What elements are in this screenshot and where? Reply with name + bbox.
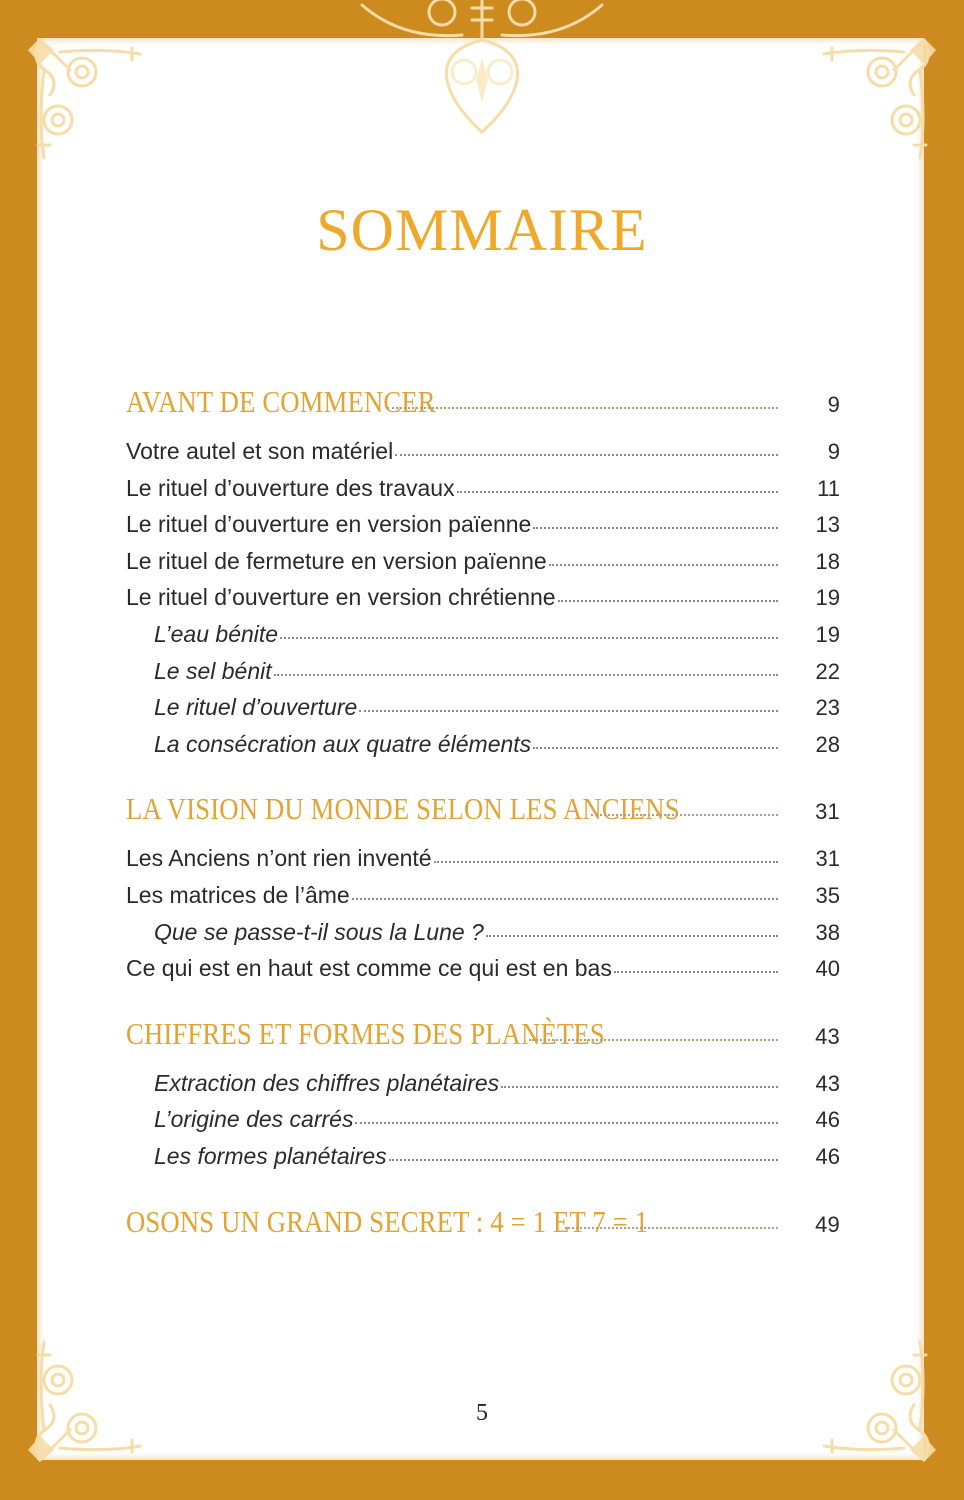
entry-title: Votre autel et son matériel <box>126 438 394 464</box>
section-title: OSONS UN GRAND SECRET : 4 = 1 ET 7 = 1 <box>126 1203 649 1239</box>
page-reference: 46 <box>815 1143 840 1169</box>
dot-leader <box>280 636 778 639</box>
entry-title: Les matrices de l’âme <box>126 881 350 908</box>
section-title: AVANT DE COMMENCER <box>126 384 436 419</box>
toc-section-heading[interactable] <box>126 1016 840 1056</box>
page-reference: 28 <box>815 731 840 757</box>
dot-leader <box>529 1038 778 1041</box>
page-reference: 13 <box>815 512 840 538</box>
entry-title: L’origine des carrés <box>154 1106 354 1133</box>
spacer <box>126 424 840 438</box>
page-reference: 9 <box>827 439 840 464</box>
page-reference: 40 <box>815 956 840 982</box>
entry-title: Les formes planétaires <box>154 1142 387 1169</box>
toc-entry[interactable] <box>126 548 840 585</box>
toc-entry[interactable] <box>126 919 840 956</box>
dot-leader <box>591 813 778 816</box>
dot-leader <box>274 673 778 676</box>
dot-leader <box>549 563 778 566</box>
entry-title: La consécration aux quatre éléments <box>154 730 532 757</box>
toc-entry[interactable] <box>126 1106 840 1143</box>
page-reference: 19 <box>815 621 840 647</box>
page-reference: 38 <box>815 919 840 945</box>
page-reference: 23 <box>815 695 840 721</box>
spacer <box>126 992 840 1016</box>
page-reference: 49 <box>815 1211 840 1237</box>
entry-title: L’eau bénite <box>154 620 279 647</box>
page-reference: 43 <box>815 1070 840 1096</box>
dot-leader <box>359 709 778 712</box>
entry-title: Extraction des chiffres planétaires <box>154 1069 500 1096</box>
spacer <box>126 1056 840 1070</box>
toc-section-heading[interactable] <box>126 791 840 831</box>
dot-leader <box>614 970 778 973</box>
page-reference: 43 <box>815 1023 840 1049</box>
dot-leader <box>558 599 778 602</box>
entry-title: Le rituel de fermeture en version païenne <box>126 547 547 574</box>
entry-title: Les Anciens n’ont rien inventé <box>126 845 432 872</box>
dot-leader <box>395 453 778 456</box>
spacer <box>126 831 840 845</box>
entry-title: Le sel bénit <box>154 657 272 684</box>
spacer <box>126 767 840 791</box>
page-reference: 11 <box>817 475 840 501</box>
page-reference: 46 <box>815 1107 840 1133</box>
section-title: CHIFFRES ET FORMES DES PLANÈTES <box>126 1015 605 1051</box>
toc-entry[interactable] <box>126 1143 840 1180</box>
entry-title: Que se passe-t-il sous la Lune ? <box>154 918 484 945</box>
page-reference: 9 <box>827 392 840 417</box>
toc-section-heading[interactable] <box>126 384 840 424</box>
spacer <box>126 1180 840 1204</box>
toc-entry[interactable] <box>126 475 840 512</box>
page-title: SOMMAIRE <box>316 197 648 263</box>
toc-entry[interactable] <box>126 1070 840 1107</box>
dot-leader <box>565 1226 778 1229</box>
page-reference: 18 <box>815 548 840 574</box>
entry-title: Le rituel d’ouverture en version chrétienne <box>126 584 556 611</box>
dot-leader <box>355 1121 778 1124</box>
dot-leader <box>501 1085 778 1088</box>
toc-entry[interactable] <box>126 955 840 992</box>
toc-entry[interactable] <box>126 584 840 621</box>
toc-entry[interactable] <box>126 621 840 658</box>
entry-title: Le rituel d’ouverture des travaux <box>126 474 455 501</box>
dot-leader <box>389 1158 778 1161</box>
entry-title: Le rituel d’ouverture en version païenne <box>126 511 532 538</box>
table-of-contents <box>126 384 840 1244</box>
section-title: LA VISION DU MONDE SELON LES ANCIENS <box>126 791 680 827</box>
toc-entry[interactable] <box>126 694 840 731</box>
dot-leader <box>486 934 778 937</box>
toc-entry[interactable] <box>126 882 840 919</box>
toc-entry[interactable] <box>126 438 840 475</box>
toc-entry[interactable] <box>126 511 840 548</box>
page-reference: 35 <box>815 882 840 908</box>
page-reference: 22 <box>815 658 840 684</box>
page-number: 5 <box>476 1400 488 1426</box>
dot-leader <box>434 860 778 863</box>
entry-title: Le rituel d’ouverture <box>154 694 358 721</box>
page-reference: 19 <box>815 585 840 611</box>
dot-leader <box>387 406 778 409</box>
dot-leader <box>533 746 778 749</box>
toc-entry[interactable] <box>126 845 840 882</box>
toc-entry[interactable] <box>126 658 840 695</box>
page-reference: 31 <box>815 799 840 825</box>
toc-entry[interactable] <box>126 731 840 768</box>
entry-title: Ce qui est en haut est comme ce qui est en bas <box>126 955 612 982</box>
dot-leader <box>533 526 778 529</box>
dot-leader <box>352 897 778 900</box>
page-reference: 31 <box>815 846 840 872</box>
toc-section-heading[interactable] <box>126 1204 840 1244</box>
dot-leader <box>457 490 778 493</box>
